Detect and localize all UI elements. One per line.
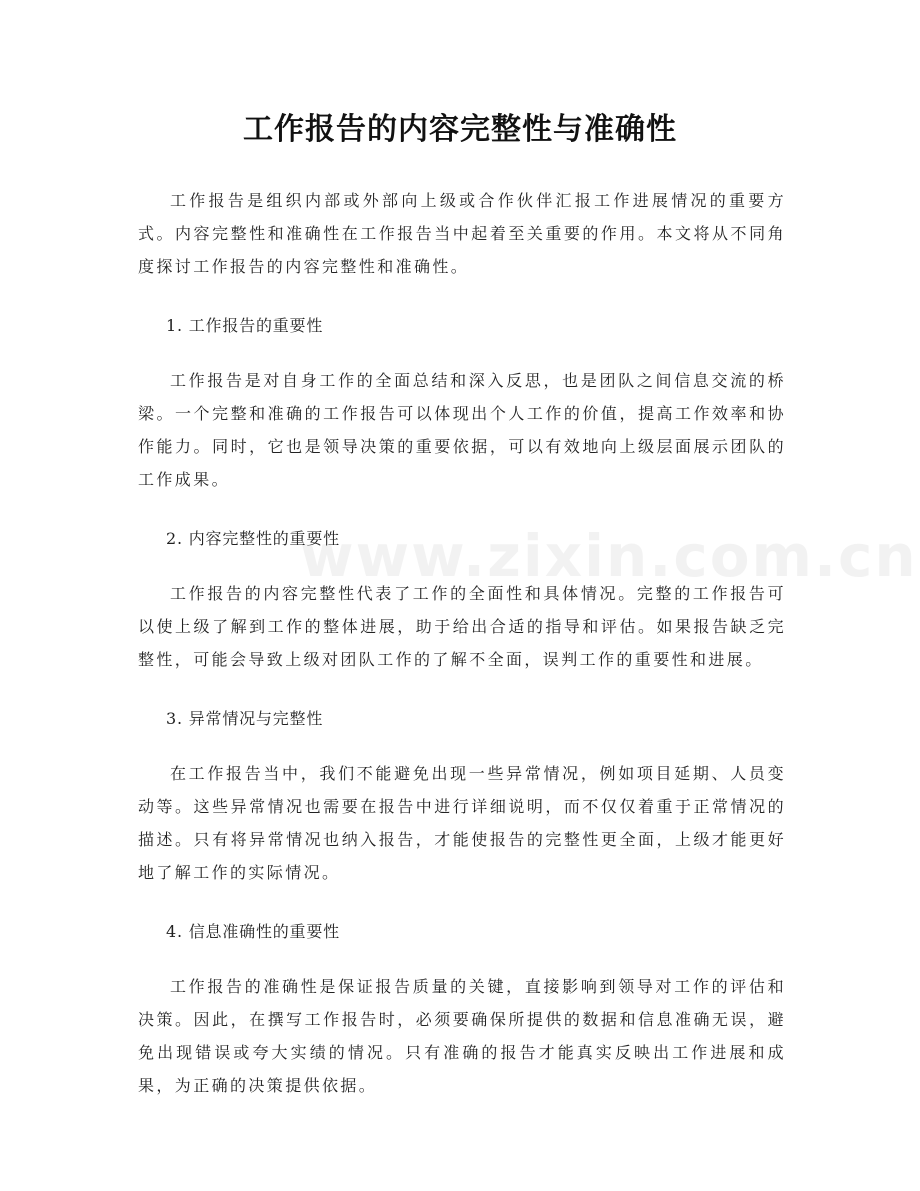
watermark: www.zixin.com.cn — [300, 522, 918, 590]
section-heading-1: 1. 工作报告的重要性 — [166, 316, 324, 335]
section-paragraph-4: 工作报告的准确性是保证报告质量的关键，直接影响到领导对工作的评估和决策。因此，在撰写工作报告时，必须要确保所提供的数据和信息准确无误，避免出现错误或夸大实绩的情况。只有准确的报告才能真实反映出工作进展和成果，为正确的决策提供依据。 — [138, 977, 786, 1095]
section-paragraph-3: 在工作报告当中，我们不能避免出现一些异常情况，例如项目延期、人员变动等。这些异常情况也需要在报告中进行详细说明，而不仅仅着重于正常情况的描述。只有将异常情况也纳入报告，才能使报告的完整性更全面，上级才能更好地了解工作的实际情况。 — [138, 764, 786, 882]
section-heading-3: 3. 异常情况与完整性 — [166, 709, 324, 728]
section-paragraph-1: 工作报告是对自身工作的全面总结和深入反思，也是团队之间信息交流的桥梁。一个完整和准确的工作报告可以体现出个人工作的价值，提高工作效率和协作能力。同时，它也是领导决策的重要依据，可以有效地向上级层面展示团队的工作成果。 — [138, 371, 786, 489]
section-heading-2: 2. 内容完整性的重要性 — [166, 529, 340, 548]
section-paragraph-2: 工作报告的内容完整性代表了工作的全面性和具体情况。完整的工作报告可以使上级了解到工作的整体进展，助于给出合适的指导和评估。如果报告缺乏完整性，可能会导致上级对团队工作的了解不全面，误判工作的重要性和进展。 — [138, 584, 786, 669]
section-heading-4: 4. 信息准确性的重要性 — [166, 922, 340, 941]
intro-paragraph: 工作报告是组织内部或外部向上级或合作伙伴汇报工作进展情况的重要方式。内容完整性和准确性在工作报告当中起着至关重要的作用。本文将从不同角度探讨工作报告的内容完整性和准确性。 — [138, 191, 786, 276]
document-title: 工作报告的内容完整性与准确性 — [243, 112, 677, 147]
document-body — [138, 184, 786, 1128]
